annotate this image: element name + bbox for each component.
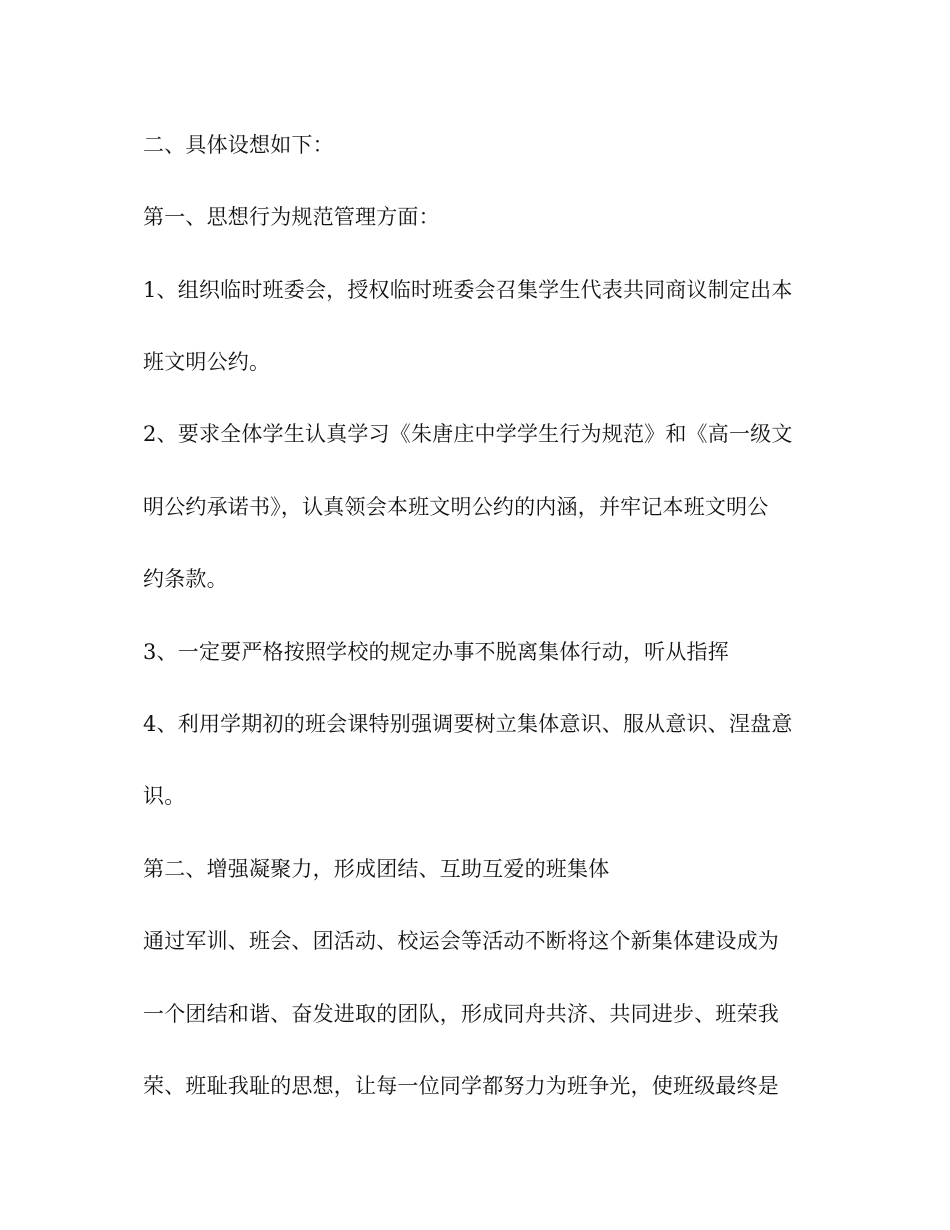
paragraph-line: 约条款。 (143, 567, 228, 591)
paragraph-line: 班文明公约。 (143, 350, 271, 374)
paragraph-line: 4、利用学期初的班会课特别强调要树立集体意识、服从意识、涅盘意 (143, 712, 793, 736)
section-heading-cohesion: 第二、增强凝聚力，形成团结、互助互爱的班集体 (143, 857, 610, 881)
section-heading-behavior: 第一、思想行为规范管理方面： (143, 205, 440, 229)
paragraph-line: 明公约承诺书》，认真领会本班文明公约的内涵，并牢记本班文明公 (143, 495, 769, 519)
section-heading-overview: 二、具体设想如下： (143, 133, 334, 157)
paragraph-line: 识。 (143, 784, 186, 808)
paragraph-line: 一个团结和谐、奋发进取的团队，形成同舟共济、共同进步、班荣我 (143, 1002, 779, 1026)
paragraph-line: 荣、班耻我耻的思想，让每一位同学都努力为班争光，使班级最终是 (143, 1074, 779, 1098)
paragraph-line: 3、一定要严格按照学校的规定办事不脱离集体行动，听从指挥 (143, 640, 729, 664)
paragraph-line: 1、组织临时班委会，授权临时班委会召集学生代表共同商议制定出本 (143, 278, 793, 302)
paragraph-line: 2、要求全体学生认真学习《朱唐庄中学学生行为规范》和《高一级文 (143, 422, 793, 446)
paragraph-line: 通过军训、班会、团活动、校运会等活动不断将这个新集体建设成为 (143, 929, 779, 953)
